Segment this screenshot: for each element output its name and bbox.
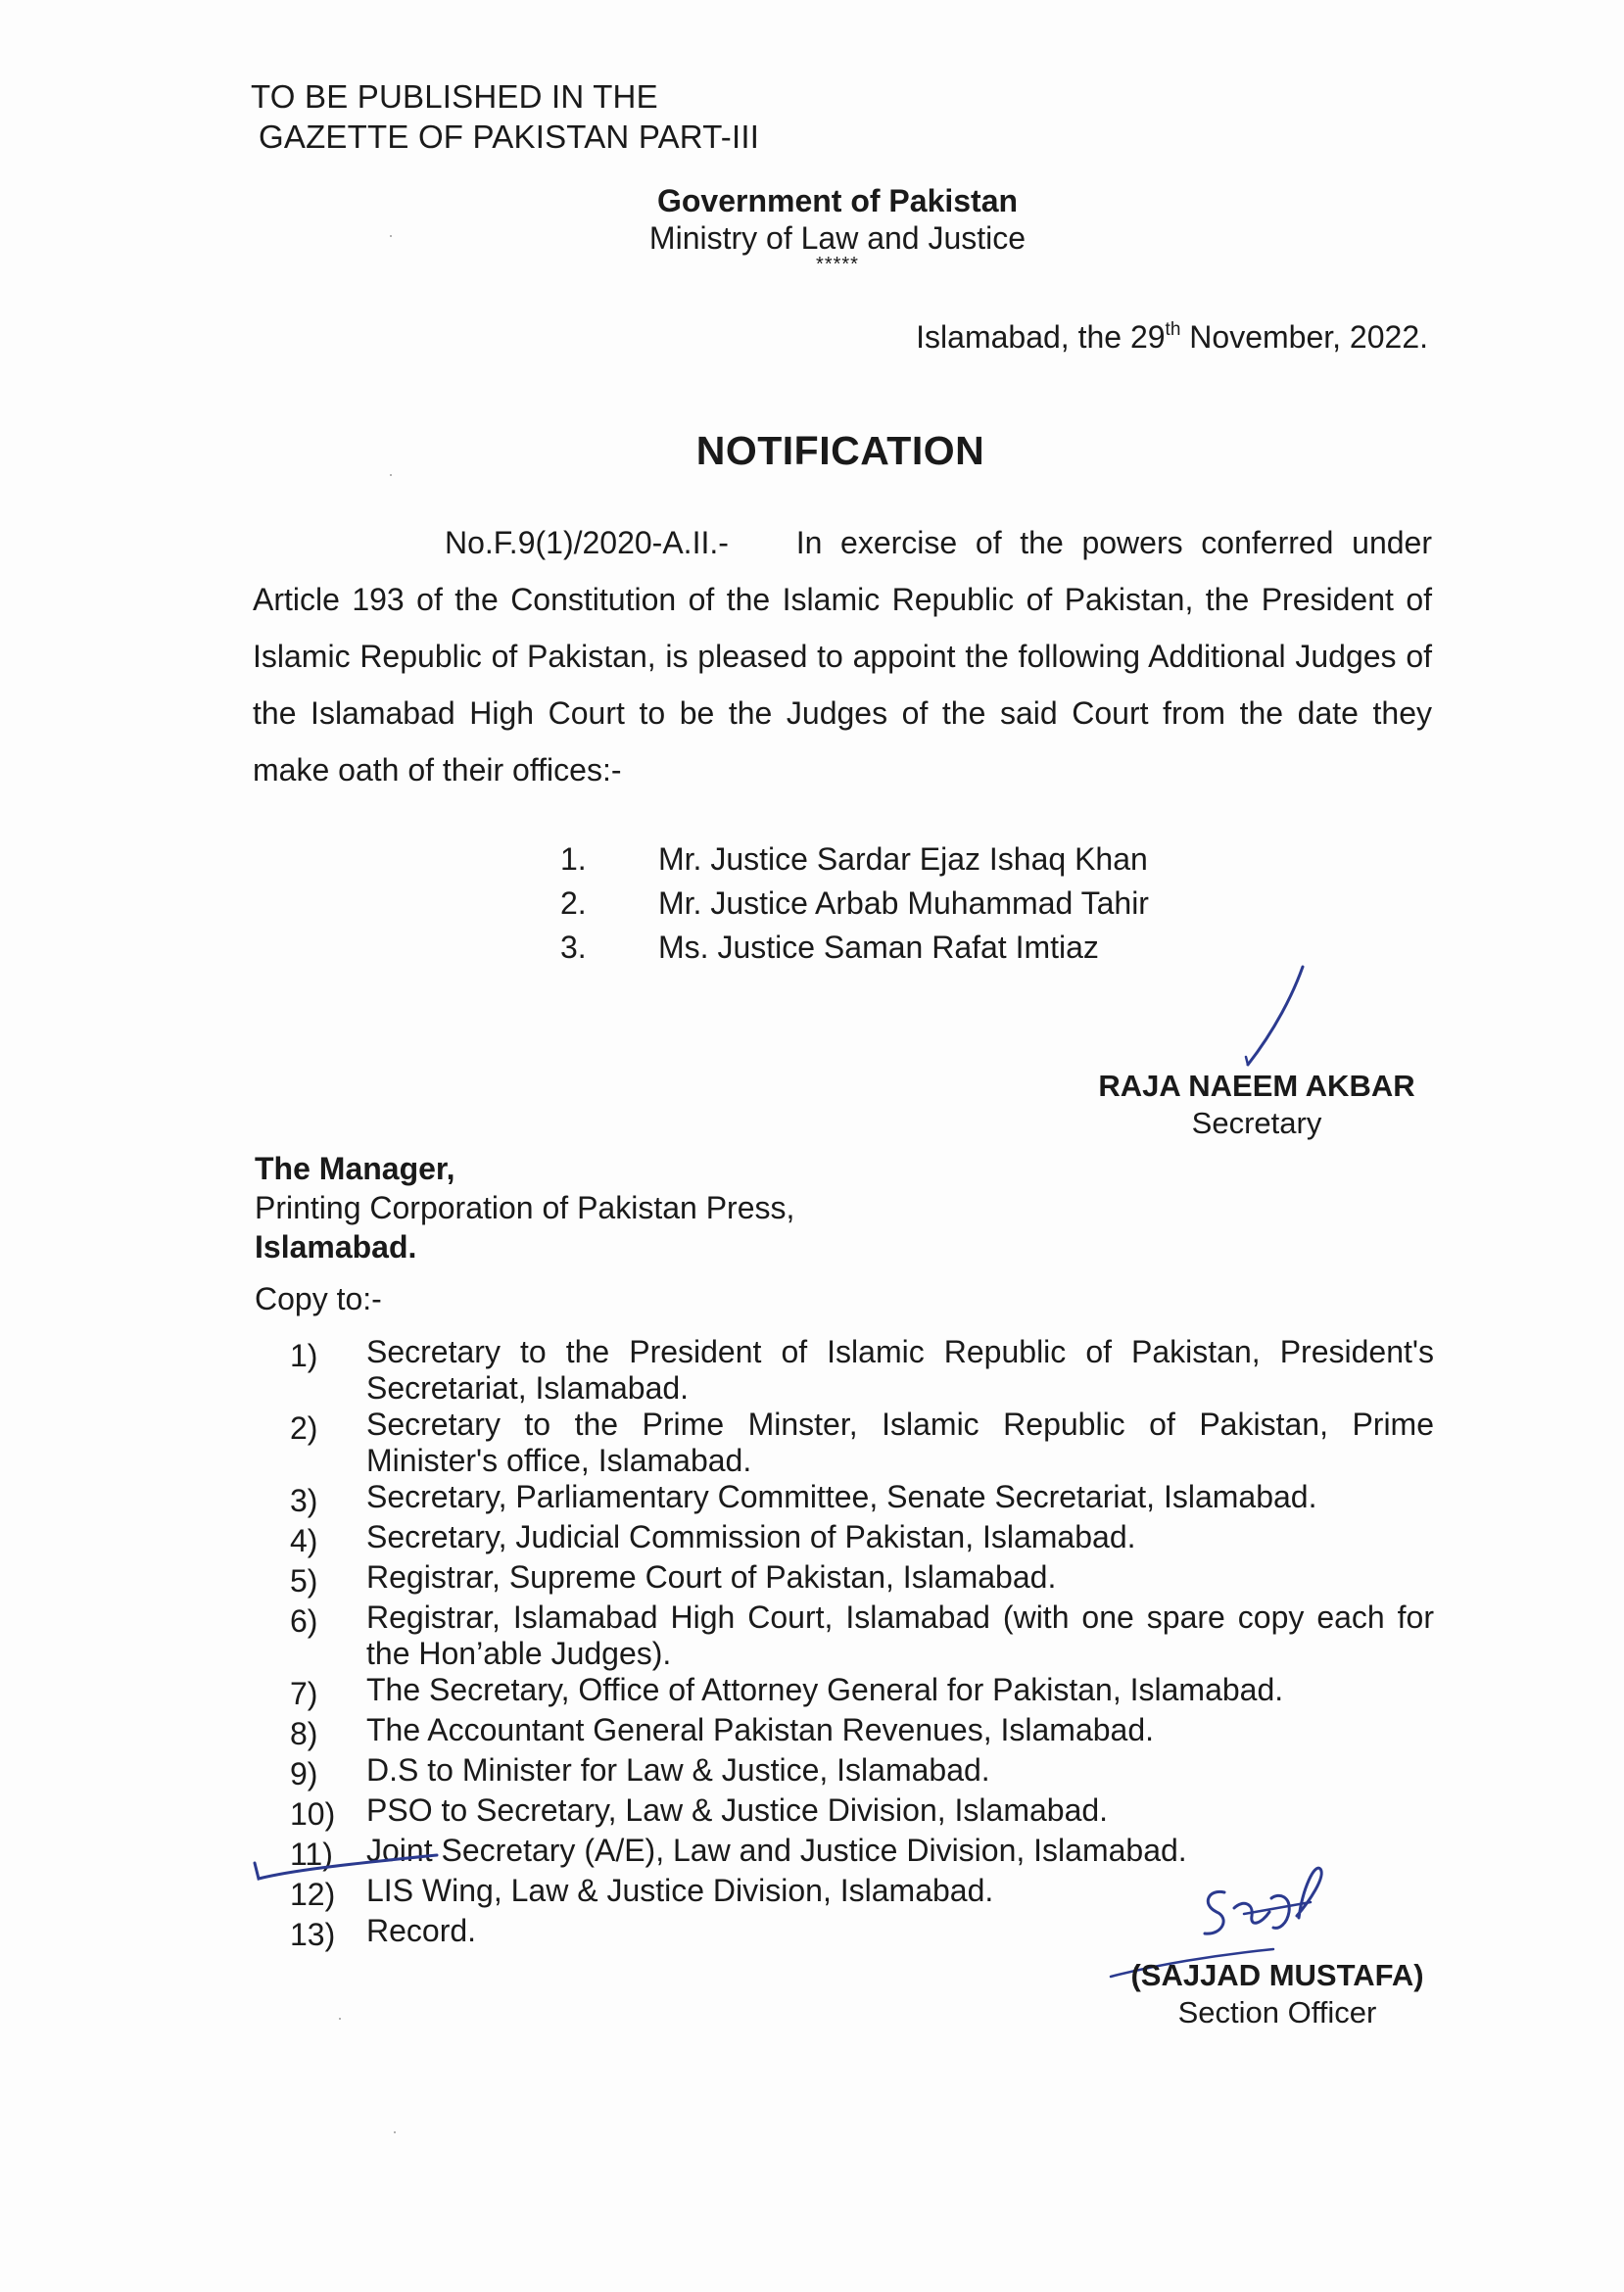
copy-item-number: 10) bbox=[290, 1796, 336, 1832]
copy-item-number: 5) bbox=[290, 1563, 318, 1599]
copy-item-number: 2) bbox=[290, 1410, 318, 1446]
copy-item-number: 3) bbox=[290, 1483, 318, 1518]
copy-item-text: Secretary, Judicial Commission of Pakistan, Islamabad. bbox=[366, 1519, 1136, 1554]
secretary-name: RAJA NAEEM AKBAR bbox=[1098, 1069, 1415, 1103]
judge-name: Mr. Justice Sardar Ejaz Ishaq Khan bbox=[658, 841, 1148, 877]
copy-item-text: The Accountant General Pakistan Revenues, Islamabad. bbox=[366, 1712, 1155, 1747]
list-item bbox=[290, 1519, 1434, 1559]
issuer-block bbox=[549, 182, 1126, 275]
list-item bbox=[290, 1712, 1434, 1752]
date-rest: November, 2022. bbox=[1180, 319, 1428, 355]
government-name: Government of Pakistan bbox=[656, 183, 1019, 218]
section-officer-block bbox=[1111, 1957, 1444, 2031]
list-item bbox=[290, 1600, 1434, 1672]
judge-name: Mr. Justice Arbab Muhammad Tahir bbox=[658, 885, 1149, 921]
document-title: NOTIFICATION bbox=[695, 428, 985, 473]
addressee-line-2: Printing Corporation of Pakistan Press, bbox=[255, 1190, 795, 1225]
list-item bbox=[290, 1792, 1434, 1833]
copy-item-text: D.S to Minister for Law & Justice, Islamabad. bbox=[366, 1752, 990, 1788]
notification-body bbox=[253, 514, 1432, 798]
list-item bbox=[290, 1672, 1434, 1712]
copy-item-text: Secretary to the President of Islamic Republic of Pakistan, President's Secretariat, Islamabad. bbox=[366, 1334, 1434, 1406]
gazette-line-1: TO BE PUBLISHED IN THE bbox=[251, 78, 658, 115]
judges-list bbox=[560, 837, 1149, 970]
gazette-line-2: GAZETTE OF PAKISTAN PART-III bbox=[259, 119, 760, 155]
addressee-line-1: The Manager, bbox=[255, 1151, 455, 1186]
judge-number: 1. bbox=[560, 841, 587, 877]
handwritten-tick-mark bbox=[251, 1849, 447, 1908]
copy-item-text: PSO to Secretary, Law & Justice Division, Islamabad. bbox=[366, 1792, 1109, 1828]
copy-item-text: LIS Wing, Law & Justice Division, Islamabad. bbox=[366, 1873, 994, 1908]
copy-item-number: 8) bbox=[290, 1716, 318, 1751]
copy-item-number: 13) bbox=[290, 1917, 336, 1952]
copy-to-heading: Copy to:- bbox=[255, 1281, 382, 1316]
copy-item-text: Record. bbox=[366, 1913, 477, 1948]
secretary-designation: Secretary bbox=[1191, 1106, 1322, 1140]
secretary-signature-mark bbox=[1236, 965, 1314, 1071]
judge-number: 2. bbox=[560, 885, 587, 921]
date-ordinal-suffix: th bbox=[1165, 319, 1181, 340]
list-item bbox=[560, 882, 1149, 926]
list-item bbox=[290, 1479, 1434, 1519]
issue-date bbox=[916, 319, 1428, 356]
separator-stars: ***** bbox=[816, 254, 859, 275]
list-item bbox=[560, 926, 1149, 970]
copy-item-number: 9) bbox=[290, 1756, 318, 1791]
date-prefix: Islamabad, the 29 bbox=[916, 319, 1166, 355]
copy-item-text: Registrar, Supreme Court of Pakistan, Islamabad. bbox=[366, 1559, 1057, 1595]
copy-item-text: Joint Secretary (A/E), Law and Justice Division, Islamabad. bbox=[366, 1833, 1187, 1868]
copy-item-text: The Secretary, Office of Attorney General for Pakistan, Islamabad. bbox=[366, 1672, 1284, 1707]
copy-item-text: Registrar, Islamabad High Court, Islamabad (with one spare copy each for the Hon’able Judges). bbox=[366, 1600, 1434, 1671]
copy-item-text: Secretary, Parliamentary Committee, Senate Secretariat, Islamabad. bbox=[366, 1479, 1317, 1514]
notification-text: In exercise of the powers conferred under Article 193 of the Constitution of the Islamic Republic of Pakistan, the President of Islamic Republic of Pakistan, is pleased to appoint the following Additional Judges of the Islamabad High Court to be the Judges of the said Court from the date they make oath of their offices:- bbox=[253, 525, 1433, 788]
section-officer-name: (SAJJAD MUSTAFA) bbox=[1130, 1958, 1424, 1992]
reference-number: No.F.9(1)/2020-A.II.- bbox=[445, 525, 729, 560]
copy-item-number: 7) bbox=[290, 1676, 318, 1711]
copy-item-number: 6) bbox=[290, 1603, 318, 1639]
copy-item-number: 11) bbox=[290, 1837, 333, 1872]
copy-item-number: 12) bbox=[290, 1877, 336, 1912]
scan-speck bbox=[339, 2018, 341, 2020]
addressee-line-3: Islamabad. bbox=[255, 1229, 417, 1265]
scan-speck bbox=[390, 235, 392, 237]
scan-speck bbox=[394, 2131, 396, 2133]
addressee-block bbox=[255, 1149, 794, 1266]
list-item bbox=[290, 1407, 1434, 1479]
copy-item-text: Secretary to the Prime Minster, Islamic Republic of Pakistan, Prime Minister's office, Islamabad. bbox=[366, 1407, 1434, 1478]
ministry-name: Ministry of Law and Justice bbox=[648, 220, 1027, 256]
gazette-publication-note bbox=[251, 76, 759, 157]
judge-name: Ms. Justice Saman Rafat Imtiaz bbox=[658, 930, 1099, 965]
scan-speck bbox=[390, 474, 392, 476]
copy-item-number: 1) bbox=[290, 1338, 318, 1373]
judge-number: 3. bbox=[560, 930, 587, 965]
secretary-signature-block bbox=[1085, 1068, 1428, 1142]
copy-item-number: 4) bbox=[290, 1523, 318, 1558]
list-item bbox=[290, 1334, 1434, 1407]
list-item bbox=[290, 1752, 1434, 1792]
list-item bbox=[560, 837, 1149, 882]
list-item bbox=[290, 1559, 1434, 1600]
section-officer-designation: Section Officer bbox=[1177, 1995, 1377, 2029]
